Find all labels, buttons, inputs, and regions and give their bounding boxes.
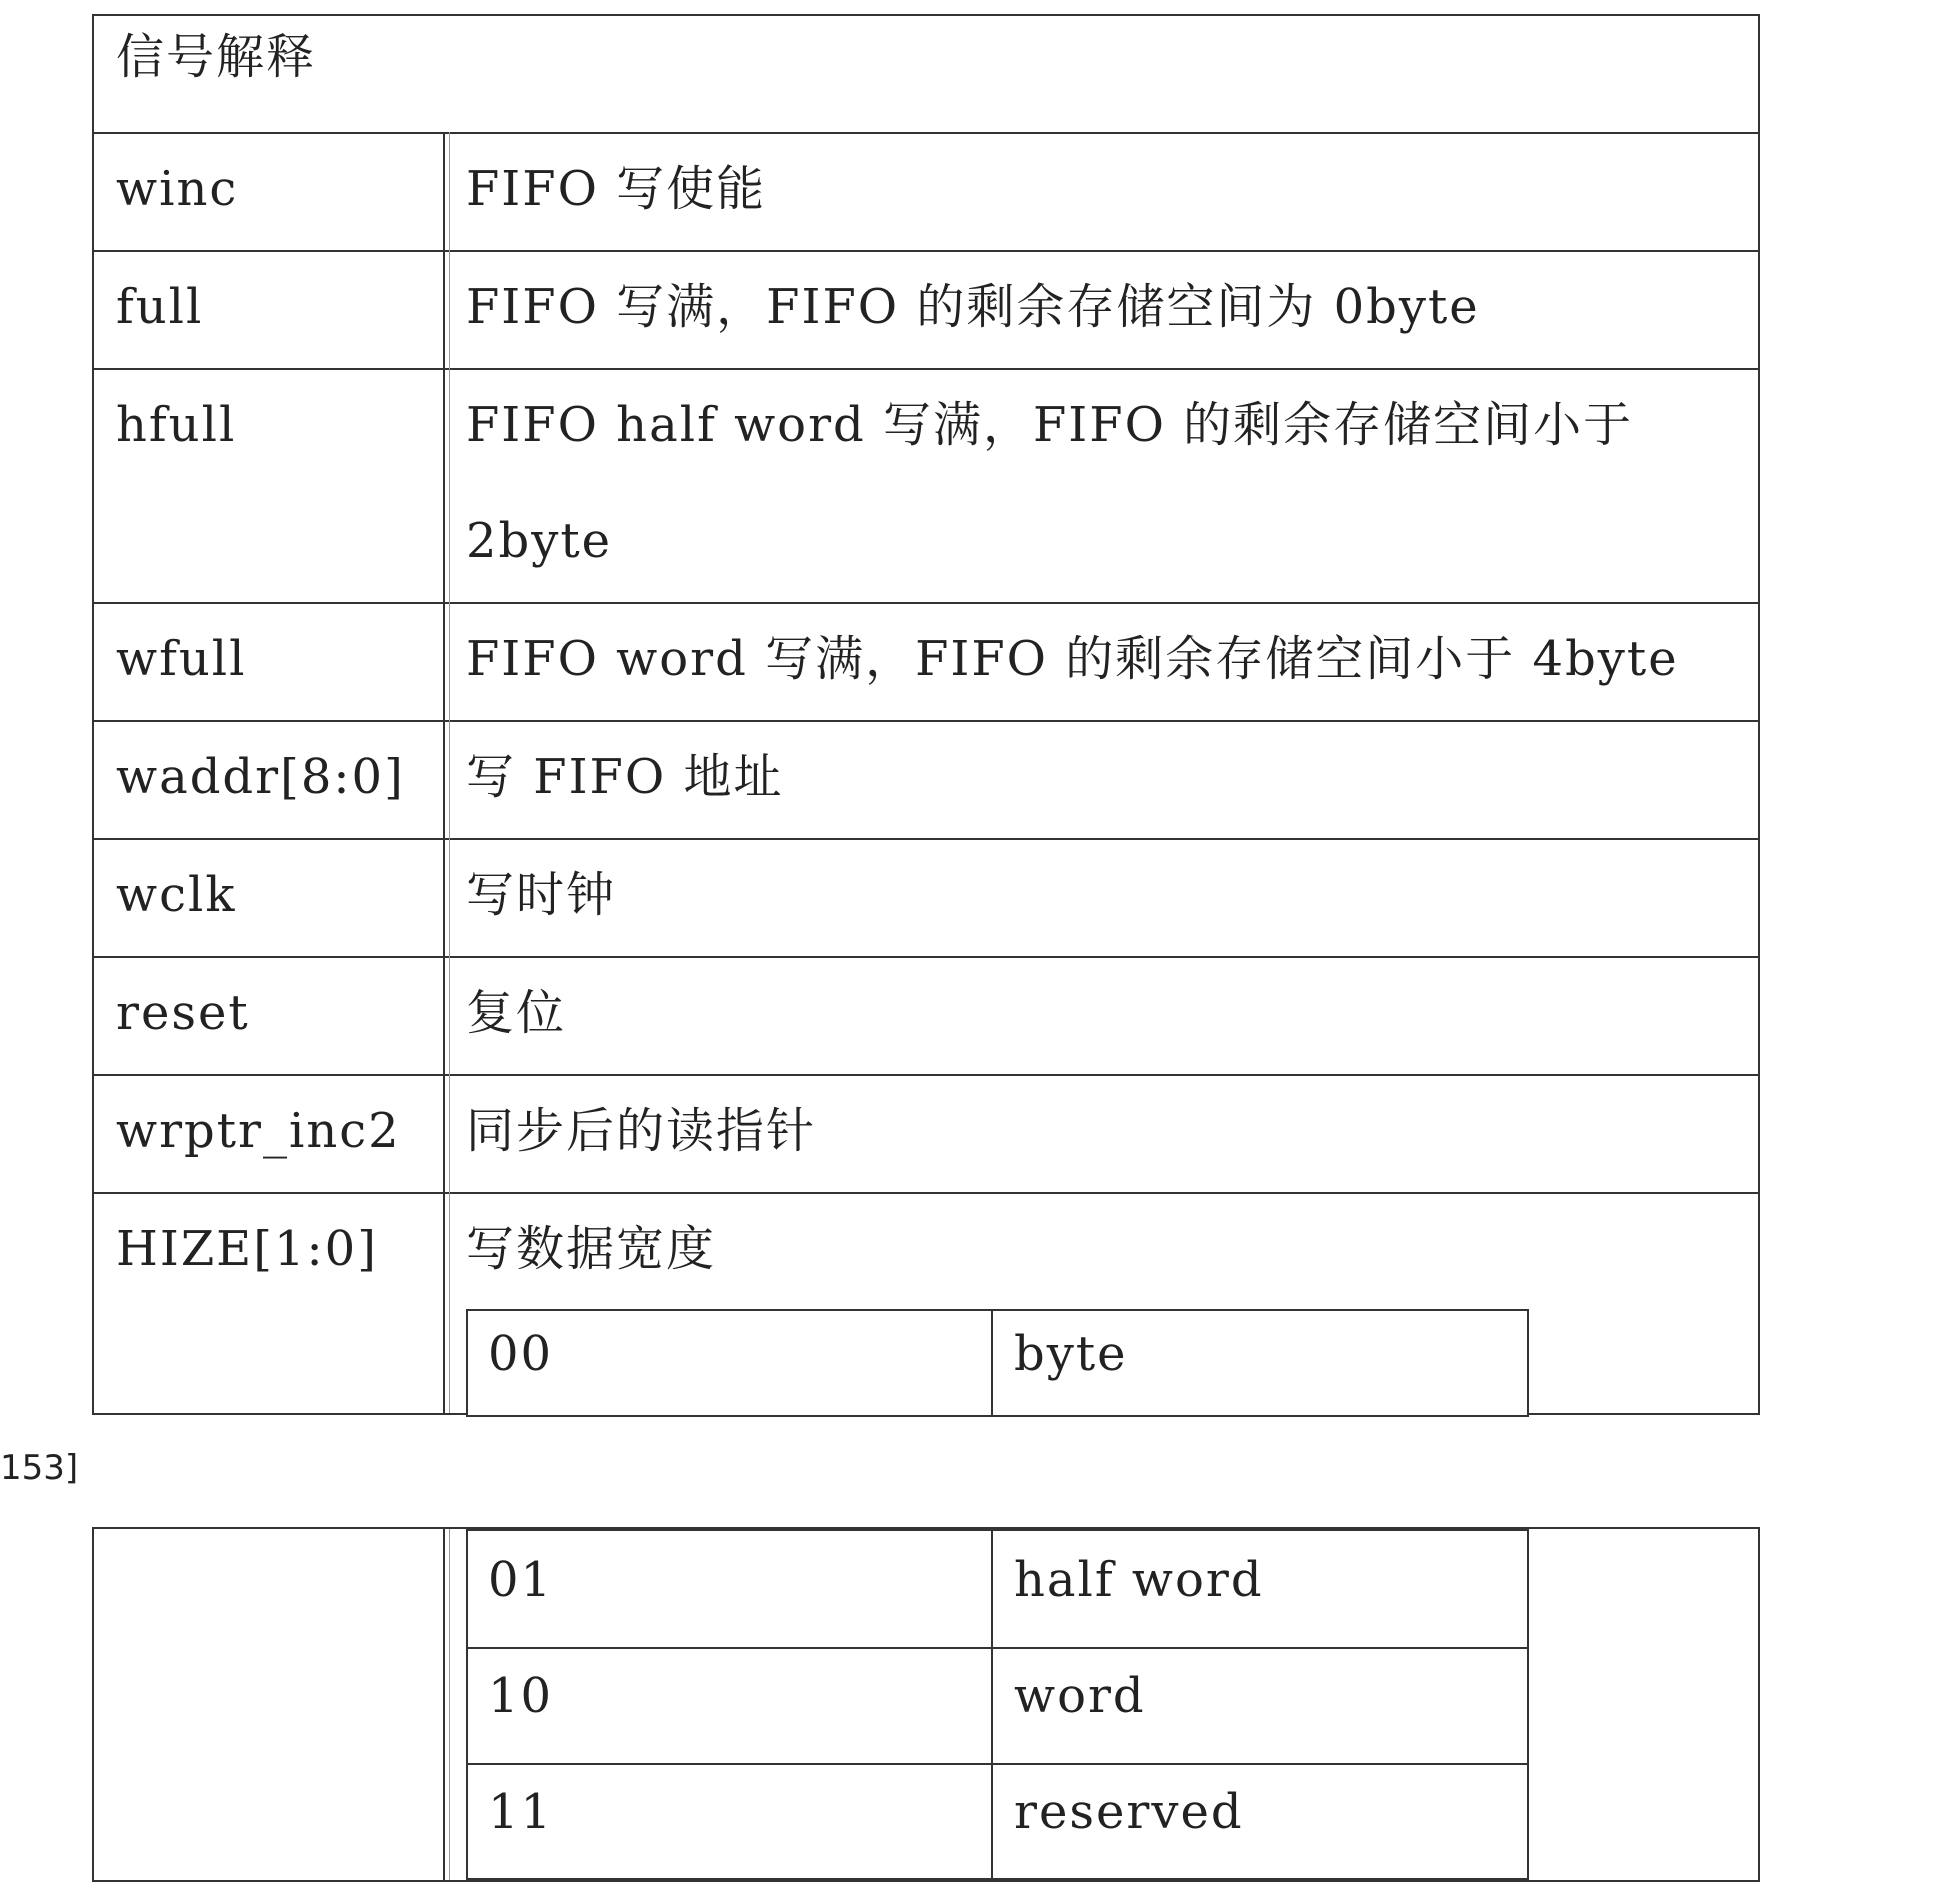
row-divider — [94, 132, 1758, 134]
signal-description: 写 FIFO 地址 — [466, 749, 784, 805]
paragraph-marker: 153] — [0, 1448, 79, 1488]
signal-name: reset — [116, 985, 250, 1041]
row-divider — [94, 250, 1758, 252]
width-code: 00 — [488, 1326, 554, 1382]
signal-name: wclk — [116, 867, 237, 923]
subtable-column-divider — [991, 1531, 993, 1878]
signal-name: waddr[8:0] — [116, 749, 405, 805]
width-subtable-continued — [466, 1529, 1529, 1880]
subtable-row-divider — [468, 1647, 1527, 1649]
signal-description: 同步后的读指针 — [466, 1103, 817, 1159]
column-divider — [443, 132, 445, 1413]
signal-table-continued — [92, 1527, 1760, 1882]
signal-description: FIFO word 写满，FIFO 的剩余存储空间小于 4byte — [466, 631, 1679, 687]
width-code: 10 — [488, 1668, 554, 1724]
signal-table — [92, 14, 1760, 1415]
signal-description-continued: 2byte — [466, 513, 613, 569]
row-divider — [94, 1192, 1758, 1194]
signal-name: HIZE[1:0] — [116, 1221, 378, 1277]
column-divider-inner — [449, 1529, 450, 1880]
width-code: 01 — [488, 1552, 554, 1608]
signal-description: FIFO 写满，FIFO 的剩余存储空间为 0byte — [466, 279, 1480, 335]
width-meaning: word — [1014, 1668, 1146, 1724]
row-divider — [94, 1074, 1758, 1076]
signal-name: hfull — [116, 397, 237, 453]
subtable-row-divider — [468, 1763, 1527, 1765]
row-divider — [94, 838, 1758, 840]
width-subtable — [466, 1309, 1529, 1417]
signal-name: wrptr_inc2 — [116, 1103, 401, 1159]
signal-description: 写数据宽度 — [466, 1221, 717, 1277]
width-meaning: half word — [1014, 1552, 1264, 1608]
signal-description: 写时钟 — [466, 867, 617, 923]
signal-description: 复位 — [466, 985, 567, 1041]
column-divider — [443, 1529, 445, 1880]
signal-description: FIFO 写使能 — [466, 161, 767, 217]
width-code: 11 — [488, 1784, 554, 1840]
signal-name: wfull — [116, 631, 247, 687]
table-header: 信号解释 — [116, 29, 317, 85]
signal-name: full — [116, 279, 204, 335]
row-divider — [94, 720, 1758, 722]
subtable-column-divider — [991, 1311, 993, 1415]
row-divider — [94, 602, 1758, 604]
width-meaning: reserved — [1014, 1784, 1244, 1840]
column-divider-inner — [449, 132, 450, 1413]
width-meaning: byte — [1014, 1326, 1128, 1382]
row-divider — [94, 368, 1758, 370]
row-divider — [94, 956, 1758, 958]
signal-description: FIFO half word 写满，FIFO 的剩余存储空间小于 — [466, 397, 1634, 453]
signal-name: winc — [116, 161, 239, 217]
